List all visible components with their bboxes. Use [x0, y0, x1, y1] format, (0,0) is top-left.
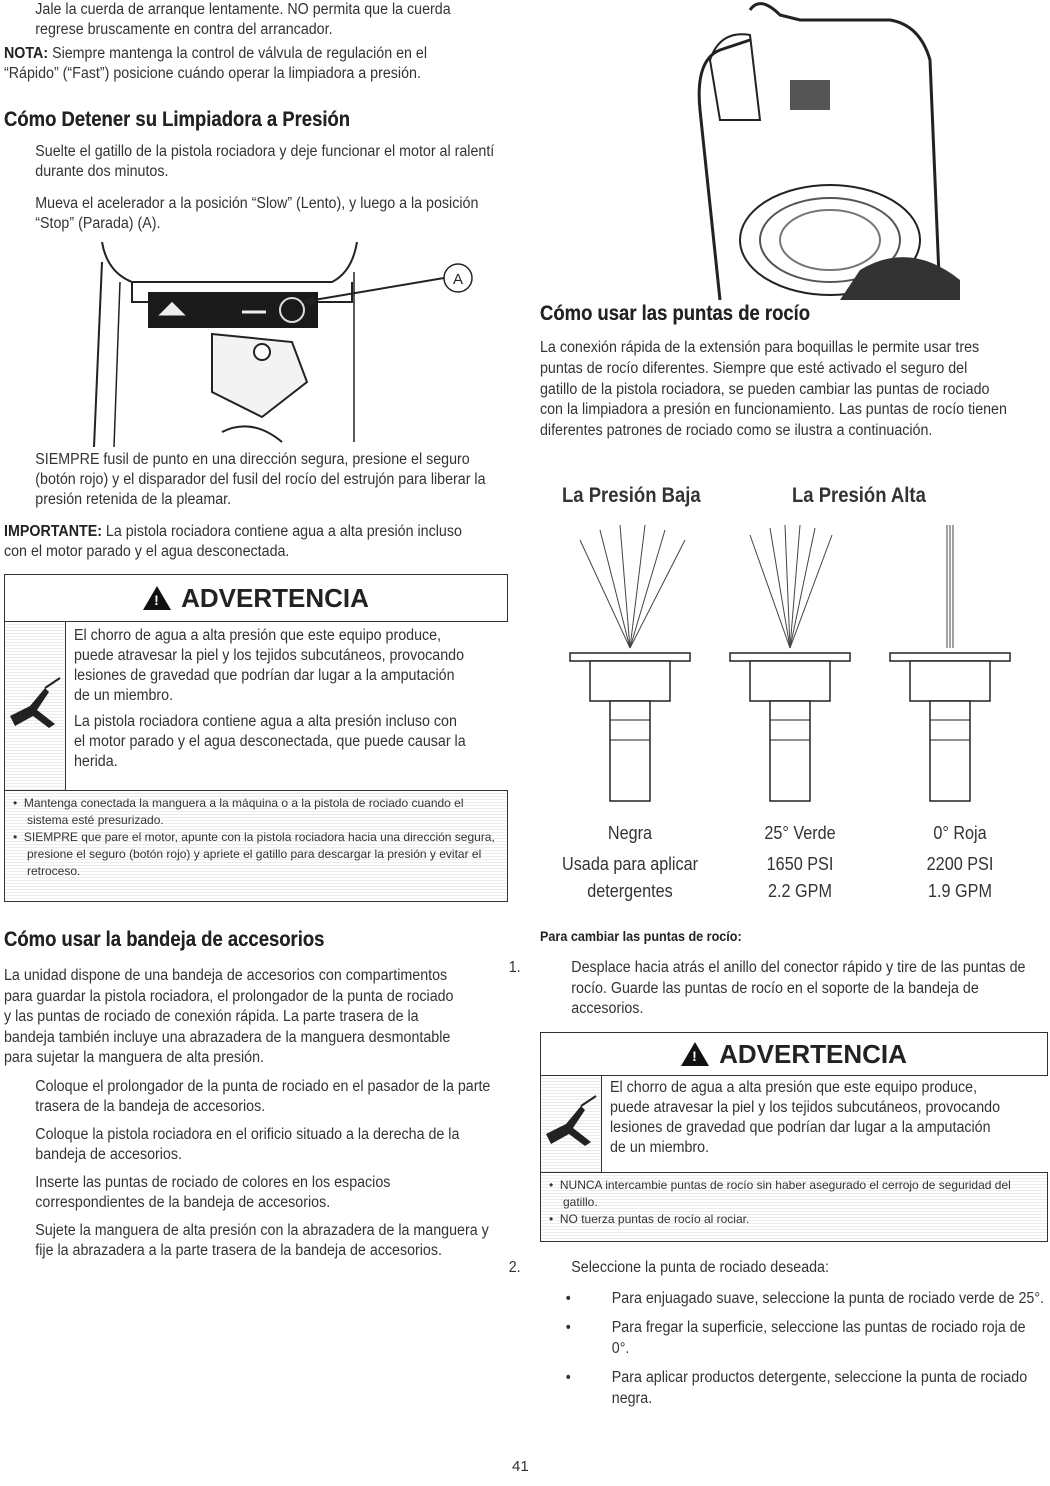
- black-nozzle: [570, 525, 690, 801]
- bandeja-step: Coloque el prolongador de la punta de rociado en el pasador de la parte trasera de la bandeja de accesorios.: [35, 1077, 491, 1115]
- bandeja-step: Inserte las puntas de rociado de colores en los espacios correspondientes de la bandeja de accesorios.: [35, 1173, 391, 1211]
- warning-bullet-2: • SIEMPRE que pare el motor, apunte con la pistola rociadora hacia una dirección segura, presione el seguro (botón rojo) y apriete el gatillo para descargar la presión y evitar el retroceso.: [13, 830, 495, 878]
- warning-title: ! ADVERTENCIA: [5, 575, 507, 622]
- nozzle-diagram: [560, 520, 1030, 810]
- warning-bullet-1: • NUNCA intercambie puntas de rocío sin haber asegurado el cerrojo de seguridad del gatillo.: [549, 1178, 1011, 1209]
- callout-a: A: [452, 271, 464, 288]
- page-number: 41: [512, 1458, 529, 1475]
- bandeja-steps: [4, 1077, 504, 1261]
- heading-puntas: Cómo usar las puntas de rocío: [540, 302, 811, 325]
- bandeja-step: Sujete la manguera de alta presión con la abrazadera de la manguera y fije la abrazadera a la parte trasera de la bandeja de accesorios.: [35, 1221, 489, 1259]
- bandeja-step: Coloque la pistola rociadora en el orificio situado a la derecha de la bandeja de accesorios.: [35, 1125, 460, 1163]
- heading-cambiar: Para cambiar las puntas de rocío:: [540, 928, 742, 944]
- nozzle-label-red: 0° Roja 2200 PSI 1.9 GPM: [926, 823, 994, 901]
- warning-bullet-1: • Mantenga conectada la manguera a la máquina o a la pistola de rociado cuando el sistema esté presurizado.: [13, 796, 464, 827]
- selection-bullets: [540, 1288, 1048, 1409]
- change-step-2: 2. Seleccione la punta de rociado deseada:: [508, 1259, 829, 1276]
- warning-paragraph-2: La pistola rociadora contiene agua a alta presión incluso con el motor parado y el agua desconectada, que puede causar la herida.: [74, 713, 466, 770]
- high-pressure-label: La Presión Alta: [792, 484, 926, 507]
- stop-step-1: Suelte el gatillo de la pistola rociadora y deje funcionar el motor al ralentí durante dos minutos.: [35, 143, 495, 180]
- green-nozzle: [730, 525, 850, 801]
- puntas-intro: La conexión rápida de la extensión para boquillas le permite usar tres puntas de rocío diferentes. Siempre que esté activado el seguro del gatillo de la pistola rociadora, se pueden cambiar las puntas de rociado con la limpiadora a presión en funcionamiento. Las puntas de rocío tienen diferentes patrones de rociado como se ilustra a continuación.: [540, 339, 1007, 440]
- injection-hazard-icon: [5, 622, 66, 790]
- importante: IMPORTANTE: La pistola rociadora contiene agua a alta presión incluso con el motor parado y el agua desconectada.: [4, 523, 462, 560]
- change-step-1: 1. Desplace hacia atrás el anillo del conector rápido y tire de las puntas de rocío. Guarde las puntas de rocío en el soporte de la bandeja de accesorios.: [508, 959, 1026, 1017]
- stop-step-3: SIEMPRE fusil de punto en una dirección segura, presione el seguro (botón rojo) y el disparador del fusil del rocío del estrujón para liberar la presión retenida de la pleamar.: [35, 451, 486, 508]
- selection-bullet: • Para aplicar productos detergente, seleccione la punta de rociado negra.: [565, 1369, 1028, 1407]
- warning-box-2: [540, 1032, 1048, 1242]
- warning-title: ! ADVERTENCIA: [541, 1033, 1047, 1076]
- warning-paragraph-1: El chorro de agua a alta presión que este equipo produce, puede atravesar la piel y los tejidos subcutáneos, provocando lesiones de gravedad que podrían dar lugar a la amputación de un miembro.: [74, 627, 465, 704]
- pressure-washer-illustration: [690, 0, 970, 300]
- right-column-lower: [508, 1258, 1048, 1417]
- nozzle-label-green: 25° Verde 1650 PSI 2.2 GPM: [764, 823, 836, 901]
- warning-box-1: [4, 574, 508, 902]
- left-column-lower: [4, 928, 504, 1261]
- heading-bandeja: Cómo usar la bandeja de accesorios: [4, 928, 325, 951]
- stop-step-2: Mueva el acelerador a la posición “Slow” (Lento), y luego a la posición “Stop” (Parada) (A).: [35, 195, 479, 232]
- low-pressure-label: La Presión Baja: [562, 484, 701, 507]
- selection-bullet: • Para enjuagado suave, seleccione la punta de rociado verde de 25°.: [565, 1290, 1044, 1307]
- red-nozzle: [890, 525, 1010, 801]
- heading-detener: Cómo Detener su Limpiadora a Presión: [4, 108, 351, 131]
- throttle-illustration: [92, 242, 492, 452]
- injection-hazard-icon: [541, 1076, 602, 1172]
- warning-paragraph-1: El chorro de agua a alta presión que este equipo produce, puede atravesar la piel y los tejidos subcutáneos, provocando lesiones de gravedad que podrían dar lugar a la amputación de un miembro.: [610, 1079, 1001, 1156]
- nota: NOTA: Siempre mantenga la control de válvula de regulación en el “Rápido” (“Fast”) posicione cuándo operar la limpiadora a presión.: [4, 45, 428, 82]
- step-12: Jale la cuerda de arranque lentamente. NO permita que la cuerda regrese bruscamente en contra del arrancador.: [35, 1, 451, 38]
- selection-bullet: • Para fregar la superficie, seleccione las puntas de rociado roja de 0°.: [565, 1319, 1026, 1357]
- warning-triangle-icon: !: [143, 586, 171, 610]
- warning-triangle-icon: !: [681, 1042, 709, 1066]
- bandeja-intro: La unidad dispone de una bandeja de accesorios con compartimentos para guardar la pistola rociadora, el prolongador de la punta de rociado y las puntas de rociado de conexión rápida. La parte trasera de la bandeja también incluye una abrazadera de la manguera desmontable para sujetar la manguera de alta presión.: [4, 967, 454, 1066]
- warning-bullet-2: • NO tuerza puntas de rocío al rociar.: [549, 1212, 750, 1226]
- nozzle-label-black: Negra Usada para aplicar detergentes: [562, 823, 698, 901]
